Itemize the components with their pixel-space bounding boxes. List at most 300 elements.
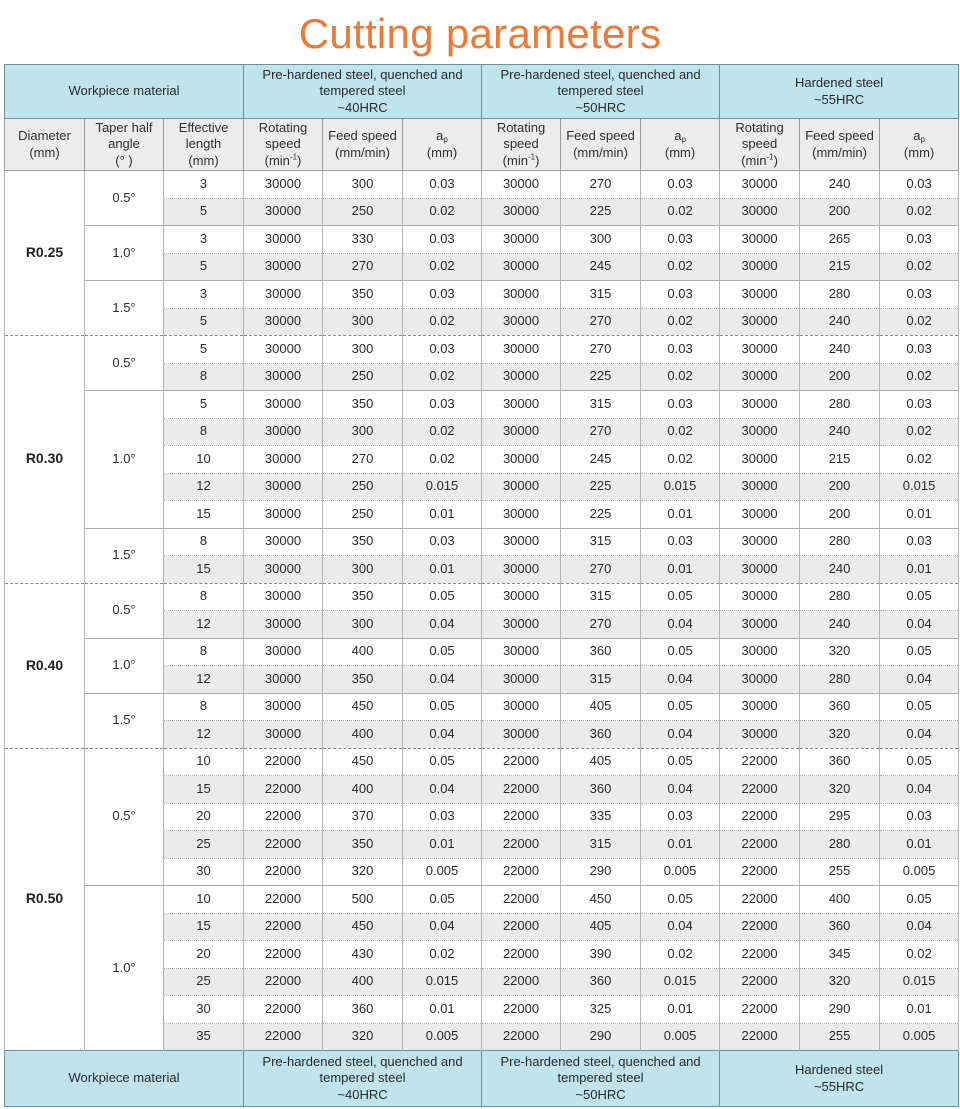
col-effective-length: Effective length (mm) — [164, 119, 244, 171]
ap-cell: 0.05 — [403, 748, 482, 776]
feed-speed-cell: 280 — [800, 391, 880, 419]
rotating-speed-cell: 30000 — [482, 693, 561, 721]
rotating-speed-cell: 22000 — [244, 996, 323, 1024]
rotating-speed-cell: 30000 — [244, 528, 323, 556]
rotating-speed-cell: 22000 — [244, 776, 323, 804]
material-name-2: tempered steel — [557, 83, 644, 99]
ap-cell: 0.04 — [403, 611, 482, 639]
rotating-speed-cell: 30000 — [244, 171, 323, 199]
feed-speed-cell: 280 — [800, 281, 880, 309]
rotating-speed-cell: 30000 — [720, 281, 800, 309]
ap-cell: 0.005 — [880, 858, 959, 886]
rotating-speed-cell: 30000 — [720, 556, 800, 584]
ap-cell: 0.01 — [880, 501, 959, 529]
ap-cell: 0.03 — [641, 803, 720, 831]
ap-cell: 0.015 — [403, 968, 482, 996]
feed-speed-cell: 350 — [323, 831, 403, 859]
feed-speed-cell: 225 — [561, 198, 641, 226]
rotating-speed-cell: 30000 — [720, 198, 800, 226]
rotating-speed-cell: 30000 — [482, 171, 561, 199]
rotating-speed-cell: 30000 — [244, 501, 323, 529]
page-title: Cutting parameters — [298, 10, 662, 57]
effective-length-cell: 12 — [164, 721, 244, 749]
feed-speed-cell: 345 — [800, 941, 880, 969]
feed-speed-cell: 215 — [800, 446, 880, 474]
rotating-speed-cell: 22000 — [244, 803, 323, 831]
feed-speed-cell: 360 — [561, 776, 641, 804]
rotating-speed-cell: 30000 — [482, 253, 561, 281]
rotating-speed-cell: 30000 — [720, 253, 800, 281]
taper-angle-cell: 1.0° — [85, 638, 164, 693]
feed-speed-cell: 270 — [561, 611, 641, 639]
ap-cell: 0.03 — [880, 281, 959, 309]
rotating-speed-cell: 22000 — [244, 886, 323, 914]
rotating-speed-cell: 30000 — [244, 253, 323, 281]
table-row — [5, 638, 959, 666]
rotating-speed-cell: 30000 — [720, 528, 800, 556]
rotating-speed-cell: 30000 — [244, 281, 323, 309]
feed-speed-cell: 360 — [561, 721, 641, 749]
rotating-speed-cell: 30000 — [720, 226, 800, 254]
rotating-speed-cell: 30000 — [720, 418, 800, 446]
ap-cell: 0.005 — [403, 858, 482, 886]
feed-speed-cell: 370 — [323, 803, 403, 831]
effective-length-cell: 3 — [164, 281, 244, 309]
material-name-2: tempered steel — [319, 83, 406, 99]
rotating-speed-cell: 22000 — [720, 913, 800, 941]
table-row — [5, 528, 959, 556]
rotating-speed-cell: 30000 — [244, 391, 323, 419]
feed-speed-cell: 255 — [800, 1023, 880, 1051]
ap-cell: 0.02 — [403, 308, 482, 336]
rotating-speed-cell: 30000 — [244, 611, 323, 639]
feed-speed-cell: 300 — [323, 336, 403, 364]
ap-cell: 0.01 — [403, 831, 482, 859]
ap-cell: 0.015 — [641, 968, 720, 996]
feed-speed-cell: 350 — [323, 666, 403, 694]
ap-cell: 0.03 — [403, 226, 482, 254]
rotating-speed-cell: 22000 — [244, 968, 323, 996]
feed-speed-cell: 300 — [323, 556, 403, 584]
rotating-speed-cell: 22000 — [244, 941, 323, 969]
feed-speed-cell: 315 — [561, 391, 641, 419]
feed-speed-cell: 245 — [561, 253, 641, 281]
rotating-speed-cell: 22000 — [482, 941, 561, 969]
feed-speed-cell: 320 — [323, 1023, 403, 1051]
rotating-speed-cell: 30000 — [482, 446, 561, 474]
ap-cell: 0.02 — [641, 253, 720, 281]
rotating-speed-cell: 30000 — [720, 171, 800, 199]
effective-length-cell: 5 — [164, 308, 244, 336]
rotating-speed-cell: 22000 — [482, 748, 561, 776]
diameter-cell: R0.30 — [5, 336, 85, 584]
feed-speed-cell: 400 — [323, 638, 403, 666]
feed-speed-cell: 300 — [323, 418, 403, 446]
ap-cell: 0.04 — [641, 666, 720, 694]
parameters-body — [5, 171, 959, 1051]
rotating-speed-cell: 30000 — [482, 391, 561, 419]
feed-speed-cell: 300 — [323, 171, 403, 199]
ap-cell: 0.02 — [403, 363, 482, 391]
ap-cell: 0.04 — [641, 721, 720, 749]
ap-cell: 0.02 — [641, 941, 720, 969]
rotating-speed-cell: 22000 — [244, 858, 323, 886]
feed-speed-cell: 335 — [561, 803, 641, 831]
rotating-speed-cell: 30000 — [482, 281, 561, 309]
rotating-speed-cell: 30000 — [482, 198, 561, 226]
rotating-speed-cell: 22000 — [720, 776, 800, 804]
feed-speed-cell: 200 — [800, 363, 880, 391]
taper-angle-cell: 1.0° — [85, 391, 164, 529]
ap-cell: 0.01 — [641, 501, 720, 529]
feed-speed-cell: 430 — [323, 941, 403, 969]
rotating-speed-cell: 22000 — [482, 996, 561, 1024]
rotating-speed-cell: 30000 — [720, 666, 800, 694]
ap-cell: 0.03 — [641, 391, 720, 419]
effective-length-cell: 10 — [164, 748, 244, 776]
ap-cell: 0.015 — [641, 473, 720, 501]
feed-speed-cell: 315 — [561, 666, 641, 694]
ap-cell: 0.03 — [403, 391, 482, 419]
rotating-speed-cell: 30000 — [720, 473, 800, 501]
ap-cell: 0.01 — [880, 556, 959, 584]
ap-cell: 0.03 — [403, 281, 482, 309]
ap-cell: 0.005 — [880, 1023, 959, 1051]
rotating-speed-cell: 30000 — [244, 336, 323, 364]
taper-angle-cell: 0.5° — [85, 336, 164, 391]
rotating-speed-cell: 22000 — [720, 748, 800, 776]
rotating-speed-cell: 22000 — [244, 831, 323, 859]
ap-cell: 0.04 — [641, 611, 720, 639]
effective-length-cell: 5 — [164, 198, 244, 226]
rotating-speed-cell: 30000 — [720, 638, 800, 666]
material-footer-row — [5, 1051, 959, 1107]
feed-speed-cell: 295 — [800, 803, 880, 831]
ap-cell: 0.02 — [641, 363, 720, 391]
feed-speed-cell: 325 — [561, 996, 641, 1024]
effective-length-cell: 8 — [164, 693, 244, 721]
table-row — [5, 748, 959, 776]
ap-cell: 0.03 — [880, 336, 959, 364]
material-name-2: tempered steel — [319, 1070, 406, 1086]
feed-speed-cell: 200 — [800, 501, 880, 529]
table-row — [5, 886, 959, 914]
rotating-speed-cell: 30000 — [720, 391, 800, 419]
col-rotating-speed: Rotating speed $(\min^{-1})$ — [244, 119, 323, 171]
rotating-speed-cell: 30000 — [720, 583, 800, 611]
taper-angle-cell: 1.0° — [85, 226, 164, 281]
ap-cell: 0.03 — [880, 226, 959, 254]
feed-speed-cell: 270 — [323, 253, 403, 281]
feed-speed-cell: 245 — [561, 446, 641, 474]
rotating-speed-cell: 30000 — [720, 336, 800, 364]
feed-speed-cell: 225 — [561, 473, 641, 501]
feed-speed-cell: 280 — [800, 666, 880, 694]
rotating-speed-cell: 22000 — [482, 858, 561, 886]
feed-speed-cell: 450 — [323, 693, 403, 721]
ap-cell: 0.02 — [403, 198, 482, 226]
taper-angle-cell: 1.5° — [85, 281, 164, 336]
ap-cell: 0.04 — [641, 913, 720, 941]
feed-speed-cell: 350 — [323, 281, 403, 309]
feed-speed-cell: 405 — [561, 913, 641, 941]
rotating-speed-cell: 30000 — [720, 611, 800, 639]
diameter-cell: R0.50 — [5, 748, 85, 1051]
feed-speed-cell: 350 — [323, 528, 403, 556]
ap-cell: 0.03 — [880, 391, 959, 419]
effective-length-cell: 25 — [164, 968, 244, 996]
feed-speed-cell: 270 — [561, 308, 641, 336]
ap-cell: 0.005 — [641, 858, 720, 886]
feed-speed-cell: 250 — [323, 473, 403, 501]
ap-cell: 0.05 — [403, 638, 482, 666]
rotating-speed-cell: 30000 — [720, 308, 800, 336]
ap-cell: 0.005 — [641, 1023, 720, 1051]
ap-cell: 0.04 — [880, 721, 959, 749]
feed-speed-cell: 225 — [561, 363, 641, 391]
rotating-speed-cell: 30000 — [482, 418, 561, 446]
rotating-speed-cell: 30000 — [720, 693, 800, 721]
feed-speed-cell: 360 — [561, 968, 641, 996]
rotating-speed-cell: 22000 — [482, 776, 561, 804]
rotating-speed-cell: 22000 — [482, 886, 561, 914]
ap-cell: 0.03 — [403, 336, 482, 364]
ap-cell: 0.01 — [880, 996, 959, 1024]
effective-length-cell: 12 — [164, 666, 244, 694]
table-row — [5, 171, 959, 199]
feed-speed-cell: 400 — [323, 721, 403, 749]
feed-speed-cell: 315 — [561, 583, 641, 611]
material-name: Pre-hardened steel, quenched and — [500, 1053, 701, 1069]
feed-speed-cell: 320 — [323, 858, 403, 886]
feed-speed-cell: 240 — [800, 556, 880, 584]
workpiece-material-label: Workpiece material — [5, 65, 244, 119]
col-rotating-speed: Rotating speed $(\min^{-1})$ — [482, 119, 561, 171]
rotating-speed-cell: 30000 — [244, 638, 323, 666]
feed-speed-cell: 250 — [323, 198, 403, 226]
effective-length-cell: 20 — [164, 803, 244, 831]
effective-length-cell: 8 — [164, 583, 244, 611]
material-group-55hrc — [720, 65, 959, 119]
ap-cell: 0.05 — [880, 693, 959, 721]
feed-speed-cell: 240 — [800, 171, 880, 199]
feed-speed-cell: 405 — [561, 693, 641, 721]
ap-cell: 0.01 — [641, 996, 720, 1024]
effective-length-cell: 25 — [164, 831, 244, 859]
feed-speed-cell: 450 — [561, 886, 641, 914]
ap-cell: 0.02 — [403, 253, 482, 281]
rotating-speed-cell: 30000 — [244, 693, 323, 721]
ap-cell: 0.05 — [641, 638, 720, 666]
effective-length-cell: 10 — [164, 446, 244, 474]
ap-cell: 0.01 — [403, 556, 482, 584]
feed-speed-cell: 240 — [800, 611, 880, 639]
col-ap: $a_p$ (mm) — [403, 119, 482, 171]
rotating-speed-cell: 30000 — [244, 198, 323, 226]
diameter-cell: R0.40 — [5, 583, 85, 748]
feed-speed-cell: 280 — [800, 831, 880, 859]
feed-speed-cell: 450 — [323, 748, 403, 776]
col-rotating-speed: Rotating speed $(\min^{-1})$ — [720, 119, 800, 171]
feed-speed-cell: 330 — [323, 226, 403, 254]
ap-cell: 0.01 — [403, 996, 482, 1024]
rotating-speed-cell: 30000 — [482, 583, 561, 611]
ap-cell: 0.03 — [403, 528, 482, 556]
col-feed-speed: Feed speed (mm/min) — [800, 119, 880, 171]
ap-cell: 0.05 — [880, 886, 959, 914]
taper-angle-cell: 1.0° — [85, 886, 164, 1051]
feed-speed-cell: 360 — [800, 748, 880, 776]
ap-cell: 0.04 — [880, 611, 959, 639]
rotating-speed-cell: 30000 — [244, 556, 323, 584]
ap-cell: 0.015 — [880, 473, 959, 501]
rotating-speed-cell: 30000 — [720, 446, 800, 474]
ap-cell: 0.01 — [641, 831, 720, 859]
rotating-speed-cell: 30000 — [482, 336, 561, 364]
ap-cell: 0.02 — [880, 363, 959, 391]
rotating-speed-cell: 30000 — [482, 721, 561, 749]
effective-length-cell: 8 — [164, 638, 244, 666]
ap-cell: 0.05 — [641, 748, 720, 776]
ap-cell: 0.05 — [641, 886, 720, 914]
feed-speed-cell: 350 — [323, 391, 403, 419]
effective-length-cell: 10 — [164, 886, 244, 914]
feed-speed-cell: 320 — [800, 776, 880, 804]
rotating-speed-cell: 30000 — [482, 611, 561, 639]
feed-speed-cell: 225 — [561, 501, 641, 529]
workpiece-material-label: Workpiece material — [5, 1051, 244, 1107]
feed-speed-cell: 315 — [561, 528, 641, 556]
ap-cell: 0.05 — [403, 583, 482, 611]
cutting-parameters-table — [4, 64, 959, 1107]
ap-cell: 0.05 — [641, 693, 720, 721]
ap-cell: 0.03 — [880, 803, 959, 831]
feed-speed-cell: 240 — [800, 336, 880, 364]
ap-cell: 0.03 — [641, 226, 720, 254]
ap-cell: 0.05 — [403, 886, 482, 914]
feed-speed-cell: 360 — [800, 693, 880, 721]
table-row — [5, 281, 959, 309]
rotating-speed-cell: 30000 — [482, 556, 561, 584]
ap-cell: 0.04 — [880, 776, 959, 804]
material-hardness: ~55HRC — [813, 1078, 865, 1094]
feed-speed-cell: 270 — [561, 556, 641, 584]
feed-speed-cell: 400 — [800, 886, 880, 914]
ap-cell: 0.02 — [880, 446, 959, 474]
material-name: Pre-hardened steel, quenched and — [262, 66, 463, 82]
feed-speed-cell: 200 — [800, 473, 880, 501]
feed-speed-cell: 240 — [800, 418, 880, 446]
material-hardness: ~40HRC — [337, 99, 388, 115]
taper-angle-cell: 1.5° — [85, 528, 164, 583]
material-group-50hrc — [482, 1051, 720, 1107]
feed-speed-cell: 360 — [800, 913, 880, 941]
taper-angle-cell: 0.5° — [85, 583, 164, 638]
ap-cell: 0.02 — [880, 418, 959, 446]
feed-speed-cell: 400 — [323, 968, 403, 996]
col-taper-half-angle: Taper half angle (° ) — [85, 119, 164, 171]
ap-cell: 0.05 — [880, 583, 959, 611]
rotating-speed-cell: 30000 — [244, 308, 323, 336]
feed-speed-cell: 270 — [561, 171, 641, 199]
rotating-speed-cell: 30000 — [244, 363, 323, 391]
taper-angle-cell: 0.5° — [85, 171, 164, 226]
ap-cell: 0.04 — [880, 913, 959, 941]
rotating-speed-cell: 22000 — [720, 996, 800, 1024]
feed-speed-cell: 300 — [561, 226, 641, 254]
effective-length-cell: 15 — [164, 556, 244, 584]
ap-cell: 0.015 — [880, 968, 959, 996]
col-diameter: Diameter (mm) — [5, 119, 85, 171]
feed-speed-cell: 360 — [561, 638, 641, 666]
feed-speed-cell: 390 — [561, 941, 641, 969]
table-row — [5, 391, 959, 419]
feed-speed-cell: 200 — [800, 198, 880, 226]
col-ap: $a_p$ (mm) — [880, 119, 959, 171]
rotating-speed-cell: 30000 — [244, 666, 323, 694]
rotating-speed-cell: 30000 — [244, 418, 323, 446]
column-header-row — [5, 119, 959, 171]
rotating-speed-cell: 30000 — [244, 583, 323, 611]
ap-cell: 0.01 — [403, 501, 482, 529]
col-feed-speed: Feed speed (mm/min) — [323, 119, 403, 171]
feed-speed-cell: 290 — [800, 996, 880, 1024]
effective-length-cell: 15 — [164, 776, 244, 804]
material-group-50hrc — [482, 65, 720, 119]
feed-speed-cell: 450 — [323, 913, 403, 941]
effective-length-cell: 15 — [164, 501, 244, 529]
rotating-speed-cell: 22000 — [720, 1023, 800, 1051]
ap-cell: 0.04 — [403, 721, 482, 749]
feed-speed-cell: 290 — [561, 1023, 641, 1051]
rotating-speed-cell: 30000 — [482, 226, 561, 254]
ap-cell: 0.02 — [880, 308, 959, 336]
effective-length-cell: 5 — [164, 253, 244, 281]
table-row — [5, 226, 959, 254]
rotating-speed-cell: 22000 — [720, 886, 800, 914]
ap-cell: 0.05 — [880, 638, 959, 666]
effective-length-cell: 30 — [164, 996, 244, 1024]
rotating-speed-cell: 30000 — [482, 638, 561, 666]
material-header-row — [5, 65, 959, 119]
material-hardness: ~50HRC — [575, 99, 626, 115]
rotating-speed-cell: 22000 — [482, 968, 561, 996]
ap-cell: 0.04 — [403, 913, 482, 941]
effective-length-cell: 3 — [164, 226, 244, 254]
feed-speed-cell: 300 — [323, 611, 403, 639]
ap-cell: 0.05 — [641, 583, 720, 611]
table-row — [5, 336, 959, 364]
effective-length-cell: 8 — [164, 363, 244, 391]
feed-speed-cell: 500 — [323, 886, 403, 914]
rotating-speed-cell: 22000 — [244, 1023, 323, 1051]
material-group-55hrc — [720, 1051, 959, 1107]
ap-cell: 0.02 — [641, 308, 720, 336]
taper-angle-cell: 1.5° — [85, 693, 164, 748]
col-feed-speed: Feed speed (mm/min) — [561, 119, 641, 171]
feed-speed-cell: 280 — [800, 583, 880, 611]
ap-cell: 0.03 — [403, 171, 482, 199]
effective-length-cell: 30 — [164, 858, 244, 886]
feed-speed-cell: 215 — [800, 253, 880, 281]
rotating-speed-cell: 30000 — [482, 308, 561, 336]
feed-speed-cell: 400 — [323, 776, 403, 804]
material-name-2: tempered steel — [557, 1070, 644, 1086]
ap-cell: 0.02 — [880, 253, 959, 281]
ap-cell: 0.03 — [880, 528, 959, 556]
rotating-speed-cell: 30000 — [720, 363, 800, 391]
ap-cell: 0.04 — [403, 666, 482, 694]
